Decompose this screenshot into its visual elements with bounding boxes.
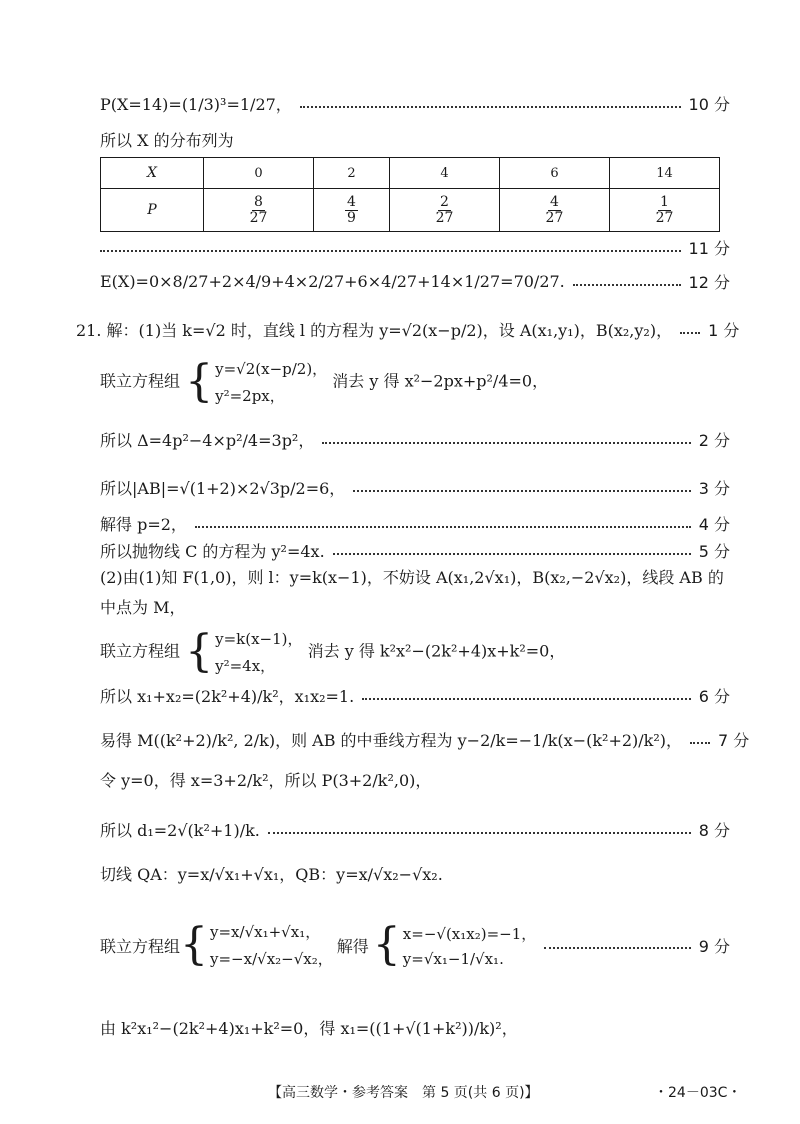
system-prefix: 联立方程组 — [100, 371, 181, 391]
equation: 所以 Δ=4p²−4×p²/4=3p²， — [100, 431, 315, 450]
equation: 所以|AB|=√(1+2)×2√3p/2=6， — [100, 479, 346, 498]
dot-leader — [362, 698, 691, 700]
score-label: 10 分 — [688, 95, 730, 114]
dot-leader — [322, 442, 690, 444]
dot-leader — [544, 947, 690, 949]
equation-system — [185, 358, 327, 406]
score-label: 9 分 — [698, 936, 730, 956]
score-label: 11 分 — [688, 239, 730, 258]
table-row — [101, 189, 720, 232]
score-label: 2 分 — [698, 431, 730, 450]
table-cell — [499, 189, 609, 232]
footer-title: 【高三数学・参考答案 第 5 页(共 6 页)】 — [268, 1085, 539, 1101]
brace-symbol: { — [185, 356, 214, 407]
equation: 所以抛物线 C 的方程为 y²=4x. — [100, 542, 325, 561]
score-label: 3 分 — [698, 479, 730, 498]
denominator: 27 — [435, 209, 454, 226]
numerator: 4 — [550, 193, 559, 210]
row-label: P — [101, 189, 204, 232]
brace-symbol: { — [180, 919, 209, 970]
line-p-value — [100, 512, 730, 535]
table-cell: 4 — [389, 158, 499, 189]
table-cell — [609, 189, 719, 232]
table-cell: 6 — [499, 158, 609, 189]
table-cell: 14 — [609, 158, 719, 189]
part2-intro: (2)由(1)知 F(1,0)，则 l：y=k(x−1)，不妨设 A(x₁,2√x₁)，B(x₂,−2√x₂)，线段 AB 的中点为 M， — [100, 568, 724, 617]
denominator: 9 — [347, 209, 356, 226]
table-cell: 2 — [313, 158, 389, 189]
equation: 所以 d₁=2√(k²+1)/k. — [100, 821, 260, 840]
footer-code: ・24－03C・ — [654, 1085, 742, 1101]
table-cell — [204, 189, 314, 232]
system-3 — [100, 910, 730, 980]
line-parabola — [100, 539, 730, 562]
line-q21-part1 — [76, 318, 740, 341]
dot-leader — [333, 553, 691, 555]
system-eq-2: y²=2px， — [215, 387, 285, 405]
numerator: 2 — [440, 193, 449, 210]
equation: E(X)=0×8/27+2×4/9+4×2/27+6×4/27+14×1/27=70/27. — [100, 272, 565, 291]
equation-system — [180, 921, 333, 969]
line-p-x14 — [100, 92, 730, 115]
denominator: 27 — [249, 209, 268, 226]
dot-leader — [680, 332, 700, 334]
brace-symbol: { — [185, 626, 214, 677]
brace-symbol: { — [372, 919, 401, 970]
score-label: 5 分 — [698, 542, 730, 561]
line-tangents: 切线 QA：y=x/√x₁+√x₁，QB：y=x/√x₂−√x₂. — [100, 865, 443, 884]
dot-leader — [353, 490, 690, 492]
system-1 — [100, 358, 730, 406]
score-label: 4 分 — [698, 515, 730, 534]
system-eq-2: y²=4x， — [215, 657, 276, 675]
line-final: 由 k²x₁²−(2k²+4)x₁+k²=0，得 x₁=((1+√(1+k²))/k)²， — [100, 1019, 518, 1038]
dot-leader — [100, 250, 681, 252]
dot-leader — [300, 106, 681, 108]
table-cell: 0 — [204, 158, 314, 189]
system-eq-2: y=−x/√x₂−√x₂， — [210, 950, 333, 968]
row-label: X — [101, 158, 204, 189]
system-eq-1: y=k(x−1)， — [215, 630, 303, 648]
distribution-intro: 所以 X 的分布列为 — [100, 131, 234, 150]
solution-system — [372, 919, 537, 970]
line-sum — [100, 684, 730, 707]
score-label: 6 分 — [698, 687, 730, 706]
line-expectation — [100, 270, 730, 293]
numerator: 4 — [347, 193, 356, 210]
line-midpoint — [100, 728, 750, 751]
dot-leader — [690, 742, 710, 744]
equation: 所以 x₁+x₂=(2k²+4)/k²，x₁x₂=1. — [100, 687, 355, 706]
table-cell — [313, 189, 389, 232]
distribution-table — [100, 157, 720, 232]
system-prefix: 联立方程组 — [100, 641, 181, 661]
line-d1 — [100, 818, 730, 841]
system-prefix: 联立方程组 — [100, 936, 181, 956]
line-ab-length — [100, 476, 730, 499]
table-row — [101, 158, 720, 189]
dot-leader — [195, 526, 691, 528]
solution-eq-2: y=√x₁−1/√x₁. — [402, 949, 504, 968]
system-suffix: 消去 y 得 k²x²−(2k²+4)x+k²=0， — [307, 641, 566, 661]
score-label: 1 分 — [708, 321, 740, 340]
numerator: 8 — [254, 193, 263, 210]
table-cell — [389, 189, 499, 232]
equation: 解得 p=2， — [100, 515, 187, 534]
score-label: 12 分 — [688, 273, 730, 292]
solve-word: 解得 — [336, 936, 369, 956]
equation: 21. 解：(1)当 k=√2 时，直线 l 的方程为 y=√2(x−p/2)，设 A(x₁,y₁)，B(x₂,y₂)， — [76, 321, 673, 340]
solution-eq-1: x=−√(x₁x₂)=−1， — [402, 924, 537, 943]
line-y-zero: 令 y=0，得 x=3+2/k²，所以 P(3+2/k²,0)， — [100, 771, 432, 790]
denominator: 27 — [545, 209, 564, 226]
equation: P(X=14)=(1/3)³=1/27， — [100, 95, 292, 114]
line-delta — [100, 428, 730, 451]
system-suffix: 消去 y 得 x²−2px+p²/4=0， — [332, 371, 549, 391]
denominator: 27 — [655, 209, 674, 226]
system-eq-1: y=√2(x−p/2)， — [215, 360, 328, 378]
equation: 易得 M((k²+2)/k², 2/k)，则 AB 的中垂线方程为 y−2/k=−1/k(x−(k²+2)/k²)， — [100, 731, 683, 750]
dot-leader — [268, 832, 691, 834]
score-label: 8 分 — [698, 821, 730, 840]
line-after-table — [100, 236, 730, 259]
system-2 — [100, 628, 730, 676]
numerator: 1 — [660, 193, 669, 210]
system-eq-1: y=x/√x₁+√x₁， — [210, 923, 321, 941]
score-label: 7 分 — [718, 731, 750, 750]
equation-system — [185, 628, 302, 676]
dot-leader — [573, 284, 681, 286]
